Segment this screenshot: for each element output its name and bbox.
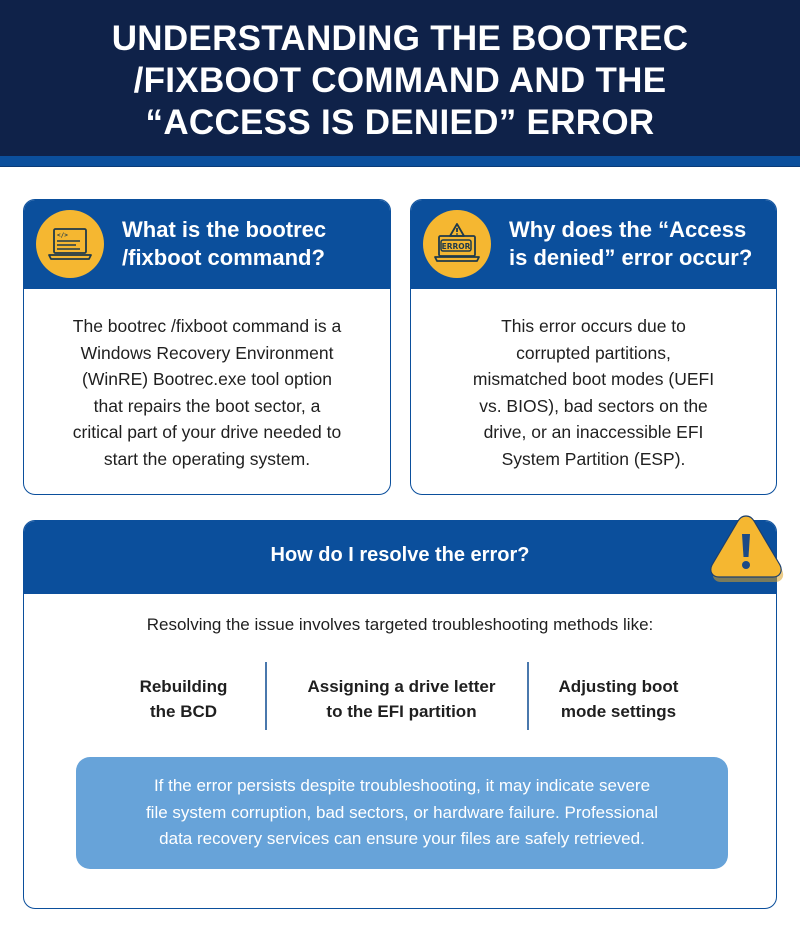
svg-text:ERROR: ERROR <box>441 242 471 251</box>
card-body <box>411 313 776 494</box>
body-line: The bootrec /fixboot command is a <box>72 316 342 336</box>
card-resolve-error <box>23 520 777 909</box>
card-title-line: Why does the “Access <box>509 217 747 242</box>
card-what-is-fixboot <box>23 199 391 495</box>
note-line: If the error persists despite troubleshooting, it may indicate severe <box>153 776 651 795</box>
callout-note <box>76 757 728 869</box>
divider <box>527 662 529 730</box>
page-title <box>0 18 800 144</box>
method-line: to the EFI partition <box>326 702 477 721</box>
warning-triangle-icon <box>706 512 786 586</box>
title-line: /FIXBOOT COMMAND AND THE <box>133 61 667 100</box>
card-title: How do I resolve the error? <box>270 544 530 566</box>
method-line: mode settings <box>560 702 677 721</box>
title-line: UNDERSTANDING THE BOOTREC <box>111 19 689 58</box>
body-line: critical part of your drive needed to <box>72 422 342 442</box>
card-title <box>122 216 326 272</box>
methods-list <box>24 662 776 732</box>
body-line: start the operating system. <box>103 448 311 469</box>
method-item <box>279 674 524 724</box>
method-item <box>536 674 701 724</box>
card-title-line: /fixboot command? <box>122 245 325 270</box>
title-line: “ACCESS IS DENIED” ERROR <box>145 103 655 142</box>
card-title <box>509 216 752 272</box>
body-line: (WinRE) Bootrec.exe tool option <box>82 369 332 389</box>
body-line: corrupted partitions, <box>516 342 671 363</box>
note-line: file system corruption, bad sectors, or hardware failure. Professional <box>145 802 659 822</box>
card-header <box>411 200 776 289</box>
body-line: Windows Recovery Environment <box>80 342 334 363</box>
laptop-error-icon <box>423 210 491 278</box>
body-line: vs. BIOS), bad sectors on the <box>479 395 708 416</box>
body-line: drive, or an inaccessible EFI <box>483 422 704 442</box>
method-line: Adjusting boot <box>558 677 679 696</box>
card-why-access-denied <box>410 199 777 495</box>
body-line: System Partition (ESP). <box>501 448 686 469</box>
note-line: data recovery services can ensure your files are safely retrieved. <box>159 829 645 848</box>
card-body <box>24 313 390 494</box>
card-header <box>24 521 776 594</box>
card-header <box>24 200 390 289</box>
body-line: that repairs the boot sector, a <box>93 395 321 416</box>
laptop-code-icon <box>36 210 104 278</box>
hero-banner <box>0 0 800 156</box>
method-line: Rebuilding <box>139 677 228 696</box>
method-line: Assigning a drive letter <box>307 677 496 696</box>
method-line: the BCD <box>149 702 218 721</box>
card-title-line: is denied” error occur? <box>509 245 753 270</box>
svg-text:</>: </> <box>57 232 68 239</box>
card-title-line: What is the bootrec <box>122 217 327 242</box>
hero-accent-strip <box>0 156 800 167</box>
body-line: mismatched boot modes (UEFI <box>472 369 715 389</box>
intro-text: Resolving the issue involves targeted troubleshooting methods like: <box>146 615 654 634</box>
divider <box>265 662 267 730</box>
body-line: This error occurs due to <box>501 316 686 336</box>
method-item <box>106 674 261 724</box>
